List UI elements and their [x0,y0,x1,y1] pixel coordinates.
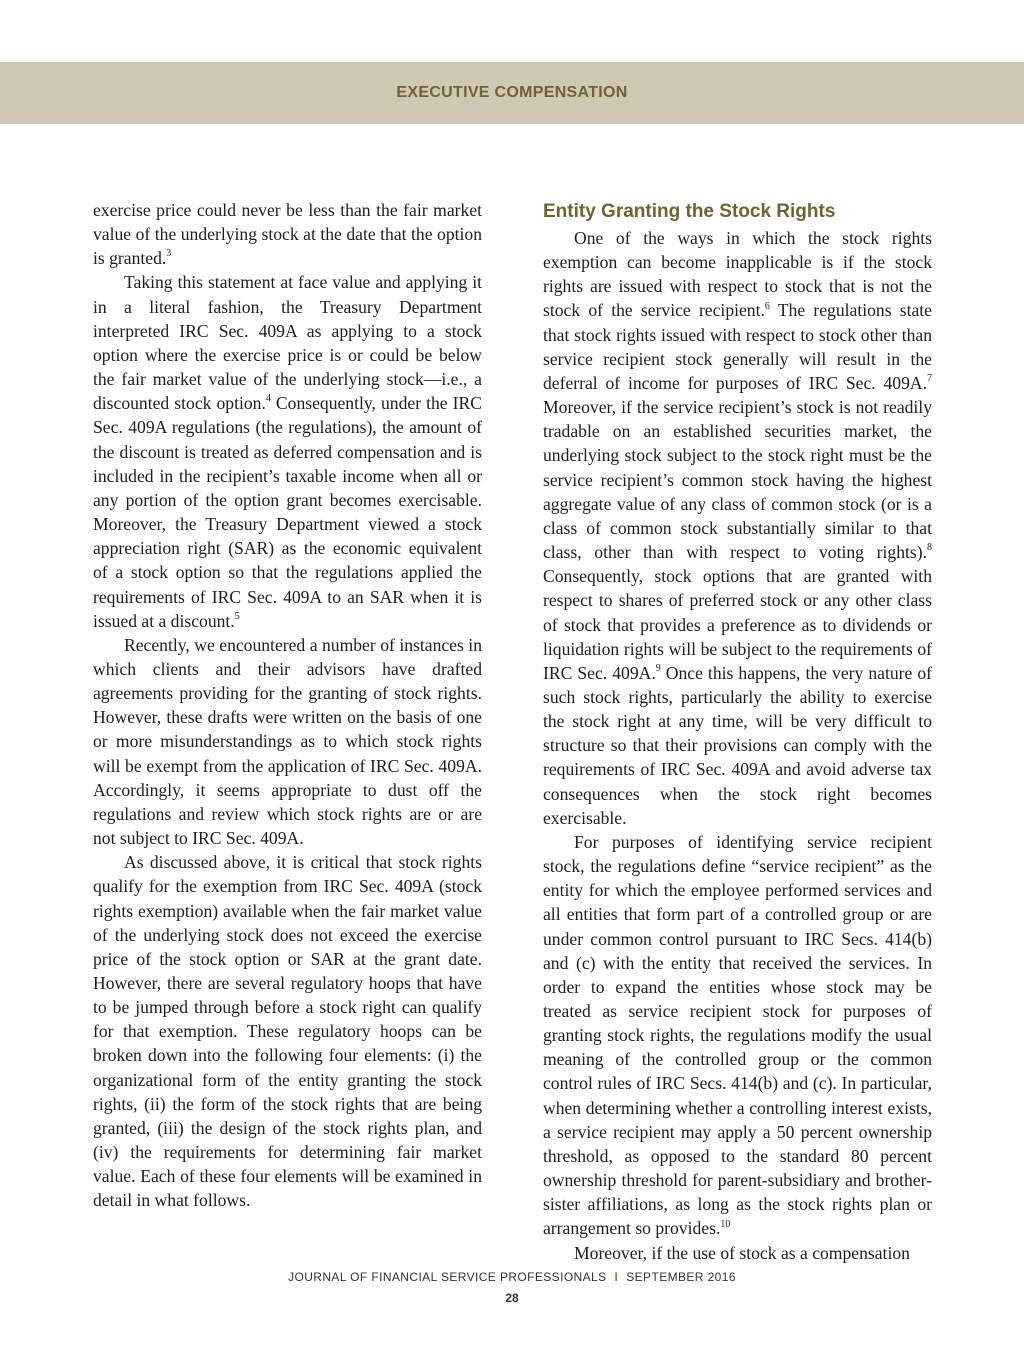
footnote-ref[interactable]: 8 [927,542,932,554]
paragraph: Moreover, if the use of stock as a compensation [574,1242,910,1263]
footnote-ref[interactable]: 9 [655,662,661,674]
footnote-ref[interactable]: 6 [764,300,770,312]
footer [0,1270,1024,1284]
paragraph: Recently, we encountered a number of instances in which clients and their advisors have drafted agreements providing for the granting of stock rights. However, these drafts were written on the basis of one or more misunderstandings as to which stock rights will be exempt from the application of IRC Sec. 409A. Accordingly, it seems appropriate to dust off the regulations and review which stock rights are or are not subject to IRC Sec. 409A. [93,634,482,849]
footer-separator: I [614,1270,619,1284]
footnote-ref[interactable]: 5 [234,610,240,622]
section-heading: Entity Granting the Stock Rights [543,201,836,222]
footnote-ref[interactable]: 3 [166,248,172,260]
issue-date: SEPTEMBER 2016 [626,1270,736,1284]
footnote-ref[interactable]: 4 [265,393,271,405]
paragraph: As discussed above, it is critical that stock rights qualify for the exemption from IRC Sec. 409A (stock rights exemption) available when the fair market value of the underlying stock does not exceed the exercise price of the stock option or SAR at the grant date. However, there are several regulatory hoops that have to be jumped through before a stock right can qualify for that exemption. These regulatory hoops can be broken down into the following four elements: (i) the organizational form of the entity granting the stock rights, (ii) the form of the stock rights that are being granted, (iii) the design of the stock rights plan, and (iv) the requirements for determining fair market value. Each of these four elements will be examined in detail in what follows. [93,852,482,1211]
page-number: 28 [505,1291,519,1305]
section-banner [0,62,1024,124]
paragraph: One of the ways in which the stock rights exemption can become inapplicable is if the stock rights are issued with respect to stock that is not the stock of the service recipient.$^6$ The regulations state that stock rights issued with respect to stock other than service recipient stock generally will result in the deferral of income for purposes of IRC Sec. 409A.$^7$ Moreover, if the service recipient’s stock is not readily tradable on an established securities market, the underlying stock subject to the stock right must be the service recipient’s common stock having the highest aggregate value of any class of common stock (or is a class of common stock substantially similar to that class, other than with respect to voting rights).$^8$ Consequently, stock options that are granted with respect to shares of preferred stock or any other class of stock that provides a preference as to dividends or liquidation rights will be subject to the requirements of IRC Sec. 409A.$^9$ Once this happens, the very nature of such stock rights, particularly the ability to exercise the stock right at any time, will be very difficult to structure so that their provisions can comply with the requirements of IRC Sec. 409A and avoid adverse tax consequences when the stock right becomes exercisable. [543,228,933,828]
paragraph: For purposes of identifying service recipient stock, the regulations define “service recipient” as the entity for which the employee performed services and all entities that form part of a controlled group or are under common control pursuant to IRC Secs. 414(b) and (c) with the entity that received the services. In order to expand the entities whose stock may be treated as service recipient stock for purposes of granting stock rights, the regulations modify the usual meaning of the controlled group or the common control rules of IRC Secs. 414(b) and (c). In particular, when determining whether a controlling interest exists, a service recipient may apply a 50 percent ownership threshold, as opposed to the standard 80 percent ownership threshold for parent-subsidiary and brother-sister affiliations, as long as the stock rights plan or arrangement so provides.$^{10}$ [543,831,932,1239]
paragraph: exercise price could never be less than the fair market value of the underlying stock at the date that the option is granted.$^3$ [93,200,482,269]
footnote-ref[interactable]: 7 [927,373,932,385]
footnote-ref[interactable]: 10 [720,1218,731,1230]
journal-name: JOURNAL OF FINANCIAL SERVICE PROFESSIONALS [288,1270,607,1284]
paragraph: Taking this statement at face value and applying it in a literal fashion, the Treasury Department interpreted IRC Sec. 409A as applying to a stock option where the exercise price is or could be below the fair market value of the underlying stock—i.e., a discounted stock option.$^4$ Consequently, under the IRC Sec. 409A regulations (the regulations), the amount of the discount is treated as deferred compensation and is included in the recipient’s taxable income when all or any portion of the option grant becomes exercisable. Moreover, the Treasury Department viewed a stock appreciation right (SAR) as the economic equivalent of a stock option so that the regulations applied the requirements of IRC Sec. 409A to an SAR when it is issued at a discount.$^5$ [93,272,482,631]
left-column [93,198,482,1213]
section-title: EXECUTIVE COMPENSATION [396,84,628,101]
right-column [543,198,932,1265]
